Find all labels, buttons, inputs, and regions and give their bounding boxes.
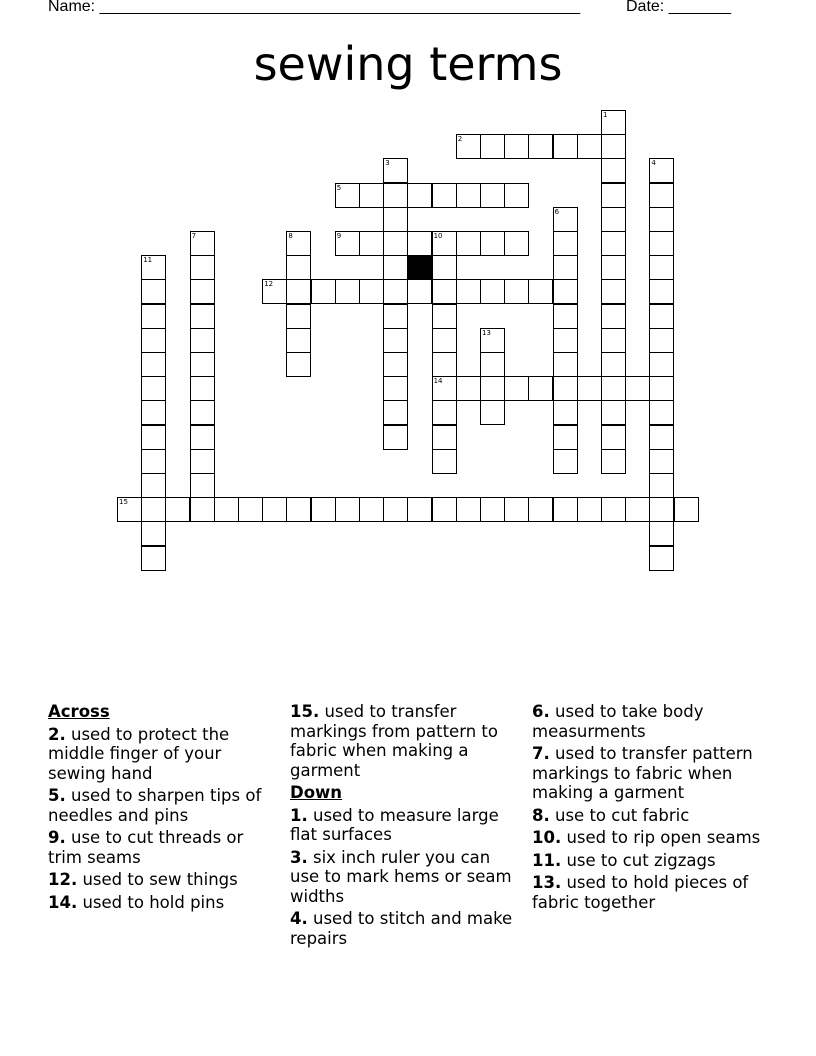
grid-cell[interactable] (190, 473, 215, 498)
grid-cell[interactable] (553, 304, 578, 329)
clue-text: use to cut threads or trim seams (48, 828, 244, 867)
grid-cell[interactable] (383, 304, 408, 329)
clue-label-number: 2. (48, 724, 66, 744)
grid-cell[interactable] (383, 231, 408, 256)
grid-cell[interactable] (141, 376, 166, 401)
clue-label-number: 4. (290, 909, 308, 928)
clue-item (48, 870, 278, 890)
grid-cell[interactable] (383, 425, 408, 450)
grid-cell[interactable] (625, 376, 650, 401)
grid-cell[interactable] (141, 521, 166, 546)
page-title: sewing terms (253, 37, 563, 91)
grid-cell[interactable] (407, 231, 432, 256)
grid-cell[interactable] (480, 134, 505, 159)
grid-cell[interactable] (335, 279, 360, 304)
grid-cell[interactable] (141, 449, 166, 474)
grid-cell[interactable] (432, 449, 457, 474)
grid-cell[interactable] (456, 134, 481, 159)
grid-cell[interactable] (504, 376, 529, 401)
grid-cell[interactable] (190, 304, 215, 329)
clue-label-number: 5. (48, 786, 66, 805)
grid-cell[interactable] (601, 110, 626, 135)
grid-cell[interactable] (286, 231, 311, 256)
grid-cell[interactable] (311, 497, 336, 522)
clue-item (532, 851, 762, 871)
grid-cell[interactable] (480, 231, 505, 256)
grid-cell[interactable] (528, 134, 553, 159)
clue-number: 8 (288, 232, 293, 240)
clue-text: used to transfer pattern markings to fabric when making a garment (532, 744, 753, 802)
clue-item (48, 786, 278, 825)
grid-cell[interactable] (649, 279, 674, 304)
grid-cell[interactable] (553, 449, 578, 474)
grid-cell[interactable] (649, 400, 674, 425)
grid-cell[interactable] (480, 376, 505, 401)
grid-cell[interactable] (190, 376, 215, 401)
grid-cell[interactable] (553, 497, 578, 522)
grid-cell[interactable] (238, 497, 263, 522)
clue-label-number: 3. (290, 847, 308, 867)
clue-item (290, 702, 520, 780)
grid-cell[interactable] (214, 497, 239, 522)
grid-cell[interactable] (286, 328, 311, 353)
grid-cell[interactable] (190, 400, 215, 425)
grid-cell[interactable] (577, 497, 602, 522)
clue-text: used to sew things (77, 870, 238, 889)
clue-text: used to transfer markings from pattern to fabric when making a garment (290, 702, 498, 780)
grid-cell[interactable] (141, 400, 166, 425)
grid-cell[interactable] (456, 376, 481, 401)
clue-column-2 (290, 702, 520, 951)
grid-cell[interactable] (480, 183, 505, 208)
clue-item (532, 828, 762, 848)
grid-cell[interactable] (601, 134, 626, 159)
clue-label-number: 15. (290, 702, 320, 721)
grid-cell[interactable] (117, 497, 142, 522)
grid-cell[interactable] (674, 497, 699, 522)
clue-number: 1 (603, 111, 608, 119)
grid-cell[interactable] (480, 497, 505, 522)
grid-cell[interactable] (432, 376, 457, 401)
clue-text: used to hold pieces of fabric together (532, 873, 749, 912)
grid-cell[interactable] (504, 497, 529, 522)
grid-cell[interactable] (432, 255, 457, 280)
grid-cell[interactable] (601, 183, 626, 208)
grid-cell[interactable] (480, 328, 505, 353)
grid-cell[interactable] (262, 497, 287, 522)
grid-cell[interactable] (335, 497, 360, 522)
grid-cell[interactable] (601, 231, 626, 256)
grid-cell[interactable] (286, 255, 311, 280)
grid-cell[interactable] (601, 328, 626, 353)
clue-number: 12 (264, 280, 274, 289)
grid-cell[interactable] (432, 497, 457, 522)
grid-cell[interactable] (311, 279, 336, 304)
clue-number: 13 (482, 328, 491, 337)
grid-cell[interactable] (528, 279, 553, 304)
clue-label-number: 14. (48, 892, 78, 912)
grid-cell[interactable] (553, 231, 578, 256)
clue-text: used to take body measurments (532, 702, 704, 741)
grid-cell[interactable] (456, 497, 481, 522)
grid-cell[interactable] (649, 449, 674, 474)
grid-cell[interactable] (528, 497, 553, 522)
grid-cell[interactable] (335, 183, 360, 208)
clue-label-number: 6. (532, 702, 550, 721)
clue-item (48, 893, 278, 913)
clue-number: 9 (336, 232, 342, 240)
grid-cell[interactable] (432, 304, 457, 329)
date-field: Date: _______ (626, 0, 731, 15)
grid-cell[interactable] (359, 497, 384, 522)
grid-cell[interactable] (480, 352, 505, 377)
grid-cell[interactable] (190, 328, 215, 353)
clue-item (532, 702, 762, 741)
clue-text: used to measure large flat surfaces (290, 805, 499, 844)
clue-label-number: 13. (532, 873, 562, 892)
grid-cell[interactable] (649, 304, 674, 329)
clue-item (290, 848, 520, 907)
clue-column-3 (532, 702, 762, 915)
grid-cell[interactable] (601, 279, 626, 304)
grid-cell[interactable] (286, 497, 311, 522)
grid-cell[interactable] (141, 425, 166, 450)
grid-cell[interactable] (407, 279, 432, 304)
clue-label-number: 7. (532, 744, 550, 763)
clue-label-number: 11. (532, 850, 562, 870)
grid-cell[interactable] (383, 279, 408, 304)
grid-cell[interactable] (359, 279, 384, 304)
grid-cell[interactable] (432, 425, 457, 450)
grid-cell[interactable] (504, 134, 529, 159)
grid-cell[interactable] (480, 400, 505, 425)
grid-cell[interactable] (456, 231, 481, 256)
clue-number: 6 (554, 207, 560, 216)
grid-cell[interactable] (601, 352, 626, 377)
grid-cell[interactable] (432, 328, 457, 353)
grid-cell[interactable] (553, 425, 578, 450)
grid-cell[interactable] (190, 352, 215, 377)
grid-cell[interactable] (141, 304, 166, 329)
clue-label-number: 1. (290, 805, 308, 825)
grid-cell[interactable] (190, 425, 215, 450)
grid-cell[interactable] (649, 376, 674, 401)
grid-cell[interactable] (407, 183, 432, 208)
clue-text: use to cut fabric (549, 805, 690, 825)
grid-cell[interactable] (577, 134, 602, 159)
clue-item (48, 828, 278, 867)
clue-text: used to rip open seams (561, 828, 761, 847)
clue-text: used to hold pins (77, 892, 225, 912)
grid-cell[interactable] (601, 497, 626, 522)
down-heading: Down (290, 783, 343, 802)
grid-cell[interactable] (262, 279, 287, 304)
clue-label-number: 9. (48, 828, 66, 847)
clue-number: 10 (433, 232, 443, 240)
grid-cell[interactable] (190, 279, 215, 304)
grid-cell[interactable] (601, 304, 626, 329)
grid-cell[interactable] (649, 546, 674, 571)
grid-cell[interactable] (359, 231, 384, 256)
grid-cell[interactable] (649, 158, 674, 183)
grid-cell[interactable] (553, 352, 578, 377)
grid-cell[interactable] (649, 183, 674, 208)
grid-cell[interactable] (141, 546, 166, 571)
clue-item (532, 873, 762, 912)
grid-cell[interactable] (601, 207, 626, 232)
grid-cell[interactable] (553, 376, 578, 401)
grid-cell[interactable] (528, 376, 553, 401)
clue-label-number: 12. (48, 870, 78, 889)
grid-cell[interactable] (553, 279, 578, 304)
grid-cell[interactable] (432, 183, 457, 208)
grid-cell[interactable] (432, 352, 457, 377)
grid-cell[interactable] (383, 497, 408, 522)
grid-cell[interactable] (601, 425, 626, 450)
clue-item (290, 909, 520, 948)
grid-cell[interactable] (553, 400, 578, 425)
grid-cell[interactable] (601, 400, 626, 425)
name-field: Name: ______________________________________________________ (48, 0, 581, 15)
clue-text: six inch ruler you can use to mark hems or seam widths (290, 847, 512, 906)
grid-cell[interactable] (383, 352, 408, 377)
grid-cell[interactable] (141, 255, 166, 280)
grid-cell[interactable] (649, 328, 674, 353)
grid-cell[interactable] (649, 425, 674, 450)
grid-cell[interactable] (553, 134, 578, 159)
grid-cell[interactable] (456, 183, 481, 208)
clue-item (532, 806, 762, 826)
grid-cell[interactable] (286, 304, 311, 329)
grid-cell[interactable] (504, 279, 529, 304)
grid-cell[interactable] (335, 231, 360, 256)
grid-cell[interactable] (286, 352, 311, 377)
clue-number: 7 (191, 232, 197, 240)
grid-cell[interactable] (359, 183, 384, 208)
grid-cell[interactable] (165, 497, 190, 522)
grid-cell[interactable] (407, 497, 432, 522)
clue-text: use to cut zigzags (561, 850, 716, 870)
clue-item (48, 725, 278, 784)
clue-number: 3 (385, 159, 390, 168)
grid-cell[interactable] (649, 497, 674, 522)
grid-cell[interactable] (577, 376, 602, 401)
grid-cell[interactable] (601, 376, 626, 401)
grid-cell[interactable] (383, 158, 408, 183)
clue-item (290, 806, 520, 845)
grid-cell[interactable] (480, 279, 505, 304)
grid-cell[interactable] (649, 521, 674, 546)
grid-cell[interactable] (601, 158, 626, 183)
grid-cell[interactable] (190, 449, 215, 474)
grid-cell[interactable] (432, 400, 457, 425)
grid-cell[interactable] (649, 255, 674, 280)
grid-cell[interactable] (190, 497, 215, 522)
clue-label-number: 8. (532, 805, 550, 825)
clue-text: used to sharpen tips of needles and pins (48, 786, 262, 825)
clue-number: 15 (119, 498, 128, 507)
grid-cell[interactable] (383, 207, 408, 232)
grid-cell[interactable] (456, 279, 481, 304)
grid-cell[interactable] (383, 183, 408, 208)
grid-cell[interactable] (553, 255, 578, 280)
grid-cell[interactable] (190, 255, 215, 280)
clue-number: 4 (651, 159, 656, 168)
grid-cell[interactable] (432, 231, 457, 256)
grid-cell[interactable] (649, 473, 674, 498)
grid-cell[interactable] (649, 231, 674, 256)
grid-cell[interactable] (141, 279, 166, 304)
grid-cell[interactable] (625, 497, 650, 522)
clue-number: 14 (433, 377, 443, 386)
clue-label-number: 10. (532, 828, 562, 847)
grid-cell[interactable] (383, 328, 408, 353)
grid-cell[interactable] (141, 473, 166, 498)
clue-column-1 (48, 702, 278, 915)
clue-text: used to protect the middle finger of your sewing hand (48, 724, 230, 783)
grid-cell[interactable] (383, 255, 408, 280)
grid-cell[interactable] (553, 328, 578, 353)
grid-cell[interactable] (286, 279, 311, 304)
grid-cell[interactable] (553, 207, 578, 232)
grid-cell[interactable] (649, 207, 674, 232)
clue-text: used to stitch and make repairs (290, 909, 513, 948)
across-heading: Across (48, 702, 110, 721)
grid-cell[interactable] (504, 183, 529, 208)
grid-cell-black (407, 255, 432, 280)
grid-cell[interactable] (432, 279, 457, 304)
grid-cell[interactable] (141, 497, 166, 522)
grid-cell[interactable] (383, 400, 408, 425)
grid-cell[interactable] (601, 255, 626, 280)
grid-cell[interactable] (601, 449, 626, 474)
clue-number: 5 (336, 183, 342, 192)
grid-cell[interactable] (383, 376, 408, 401)
grid-cell[interactable] (504, 231, 529, 256)
clue-item (532, 744, 762, 803)
grid-cell[interactable] (141, 352, 166, 377)
grid-cell[interactable] (190, 231, 215, 256)
clue-number: 2 (457, 135, 463, 144)
clue-number: 11 (143, 256, 153, 265)
grid-cell[interactable] (649, 352, 674, 377)
grid-cell[interactable] (141, 328, 166, 353)
